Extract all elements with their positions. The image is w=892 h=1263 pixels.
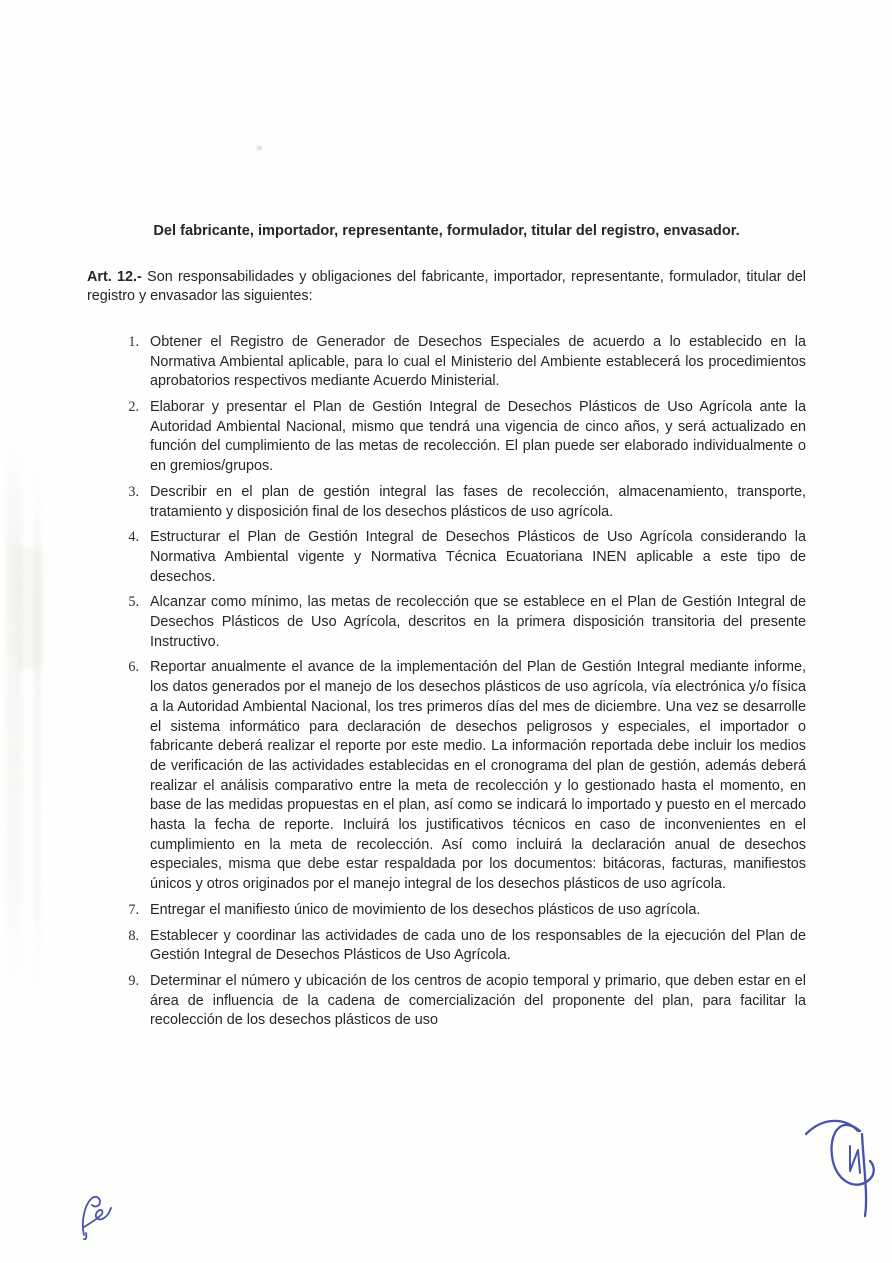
list-item	[87, 333, 806, 392]
list-item-text: Describir en el plan de gestión integral las fases de recolección, almacenamiento, transporte, tratamiento y disposición final de los desechos plásticos de uso agrícola.	[150, 483, 806, 520]
list-item	[87, 927, 806, 966]
list-item-text: Estructurar el Plan de Gestión Integral de Desechos Plásticos de Uso Agrícola considerando la Normativa Ambiental vigente y Normativa Técnica Ecuatoriana INEN aplicable a este tipo de desechos.	[150, 529, 806, 585]
obligations-list	[87, 333, 806, 1031]
list-item-number: 8.	[128, 927, 139, 944]
scan-artifact-streak	[6, 438, 22, 1003]
list-item-text: Determinar el número y ubicación de los centros de acopio temporal y primario, que deben estar en el área de influencia de la cadena de comercialización del proponente del plan, para facilitar la recolección de los desechos plásticos de uso	[150, 973, 806, 1029]
handwritten-flourish-mark	[780, 1085, 892, 1263]
list-item	[87, 528, 806, 587]
list-item-text: Obtener el Registro de Generador de Desechos Especiales de acuerdo a lo establecido en la Normativa Ambiental aplicable, para lo cual el Ministerio del Ambiente establecerá los procedimientos aprobatorios respectivos mediante Acuerdo Ministerial.	[150, 333, 806, 390]
scan-artifact-speck	[257, 146, 262, 150]
list-item-text: Reportar anualmente el avance de la implementación del Plan de Gestión Integral mediante informe, los datos generados por el manejo de los desechos plásticos de uso agrícola, vía electrónica y/o física a la Autoridad Ambiental Nacional, los tres primeros días del mes de diciembre. Una vez se desarrolle el sistema informático para declaración de desechos peligrosos y especiales, el importador o fabricante deberá realizar el reporte por este medio. La información reportada debe incluir los medios de verificación de las actividades establecidas en el cronograma del plan de gestión, además deberá realizar el análisis comparativo entre la meta de recolección y lo gestionado hasta el momento, en base de las medidas propuestas en el plan, así como se indicará lo importado y puesto en el mercado hasta la fecha de reporte. Incluirá los justificativos técnicos en caso de inconvenientes en el cumplimiento en la meta de recolección. Así como incluirá la declaración anual de desechos especiales, misma que debe estar respaldada por los documentos: bitácoras, facturas, manifiestos únicos y otros originados por el manejo integral de los desechos plásticos de uso agrícola.	[150, 659, 806, 893]
list-item	[87, 593, 806, 652]
list-item	[87, 901, 806, 921]
handwritten-initials-mark	[76, 1193, 114, 1241]
list-item	[87, 658, 806, 894]
list-item-number: 7.	[128, 901, 139, 918]
scan-artifact-streak	[16, 548, 42, 668]
article-intro-text: Son responsabilidades y obligaciones del fabricante, importador, representante, formulador, titular del registro y envasador las siguientes:	[87, 268, 806, 305]
list-item-number: 3.	[128, 483, 139, 500]
list-item-number: 5.	[128, 594, 139, 611]
list-item-text: Establecer y coordinar las actividades de cada uno de los responsables de la ejecución del Plan de Gestión Integral de Desechos Plásticos de Uso Agrícola.	[150, 927, 806, 964]
list-item-text: Entregar el manifiesto único de movimiento de los desechos plásticos de uso agrícola.	[150, 901, 701, 918]
list-item-number: 6.	[128, 659, 139, 676]
list-item	[87, 483, 806, 522]
scan-artifact-streak	[34, 452, 41, 1012]
list-item-number: 9.	[128, 973, 139, 989]
list-item	[87, 398, 806, 477]
list-item-number: 4.	[128, 529, 139, 546]
list-item-number: 1.	[128, 333, 139, 350]
list-item	[87, 972, 806, 1031]
document-content	[87, 222, 806, 1037]
section-heading: Del fabricante, importador, representante, formulador, titular del registro, envasador.	[153, 223, 740, 239]
article-12-paragraph	[87, 268, 806, 307]
list-item-text: Alcanzar como mínimo, las metas de recolección que se establece en el Plan de Gestión Integral de Desechos Plásticos de Uso Agrícola, descritos en la primera disposición transitoria del presente Instructivo.	[150, 594, 806, 650]
article-number-label: Art. 12.-	[87, 268, 142, 285]
list-item-number: 2.	[128, 399, 139, 416]
list-item-text: Elaborar y presentar el Plan de Gestión Integral de Desechos Plásticos de Uso Agrícola ante la Autoridad Ambiental Nacional, mismo que tendrá una vigencia de cinco años, y será actualizado en función del cumplimiento de las metas de recolección. El plan puede ser elaborado individualmente o en gremios/grupos.	[150, 399, 806, 475]
